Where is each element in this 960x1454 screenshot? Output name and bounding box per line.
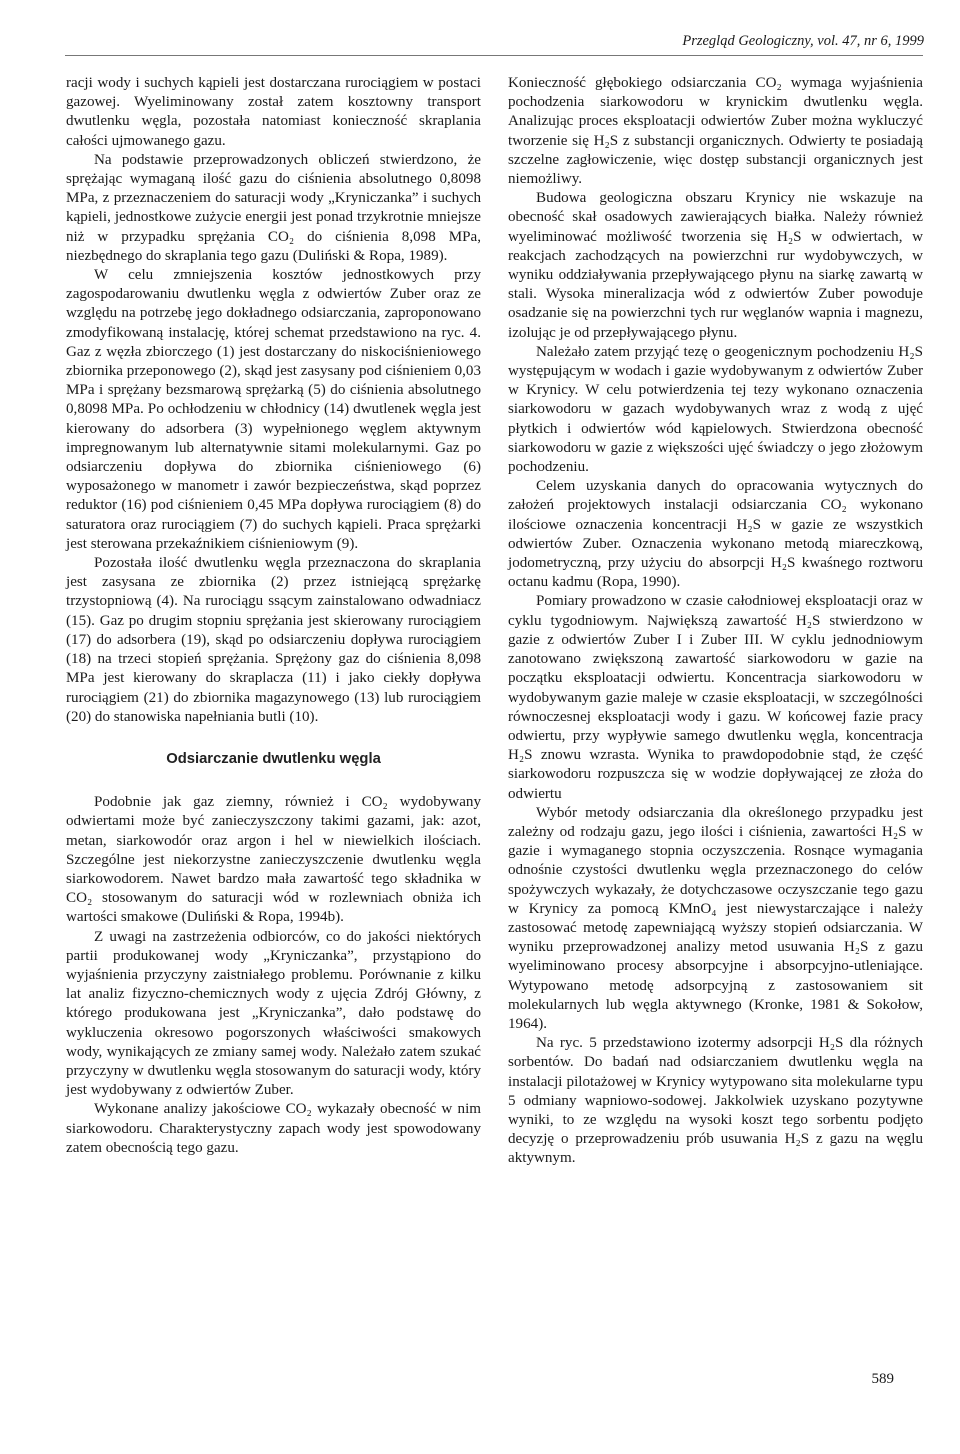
journal-header: Przegląd Geologiczny, vol. 47, nr 6, 1999	[682, 33, 924, 49]
paragraph: Podobnie jak gaz ziemny, również i CO₂ wydobywany odwiertami może być zanieczyszczony takimi gazami, jak: azot, metan, siarkowodór oraz argon i hel w niewielkich ilościach. Szczególne jest niekorzystne zanieczyszczenie dwutlenku węgla siarkowodorem. Nawet bardzo mała zawartość tego składnika w CO₂ stosowanym do saturacji wód w rozlewniach obniża ich wartości smakowe (Duliński & Ropa, 1994b).	[66, 794, 481, 926]
left-column	[66, 74, 481, 1158]
paragraph: Należało zatem przyjąć tezę o geogenicznym pochodzeniu H₂S występującym w wodach i gazie wydobywanym z odwiertów Zuber w Krynicy. W celu potwierdzenia tej tezy wykonano oznaczenia siarkowodoru w gazach wydobywanych wraz z wodą z ujęć płytkich i odwiertów wód kąpielowych. Stwierdzona obecność siarkowodoru w gazie z większości ujęć świadczy o jego złożowym pochodzeniu.	[508, 343, 923, 476]
paragraph: Celem uzyskania danych do opracowania wytycznych do założeń projektowych instalacji odsiarczania CO₂ wykonano ilościowe oznaczenia koncentracji H₂S w gazie ze wszystkich odwiertów Zuber. Oznaczenia wykonano metodą miareczkową, jodometryczną, przy użyciu do absorpcji H₂S kwaśnego roztworu octanu kadmu (Ropa, 1990).	[508, 478, 923, 591]
paragraph: Budowa geologiczna obszaru Krynicy nie wskazuje na obecność skał osadowych zawierających białka. Należy również wyeliminować możliwość tworzenia się H₂S w odwiertach, w reakcjach zachodzących na powierzchni rur wydobywczych, w wyniku oddziaływania przepływającego płynu na siarkę zawartą w stali. Wysoka mineralizacja wód z odwiertów Zuber powoduje osadzanie się na powierzchni tych rur węglanów wapnia i magnezu, izolując je od przepływającego płynu.	[508, 190, 923, 341]
paragraph: Wykonane analizy jakościowe CO₂ wykazały obecność w nim siarkowodoru. Charakterystyczny zapach wody jest spowodowany zatem obecnością tego gazu.	[66, 1101, 481, 1156]
paragraph: W celu zmniejszenia kosztów jednostkowych przy zagospodarowaniu dwutlenku węgla z odwiertów Zuber oraz ze względu na potrzebę jego dokładnego odsiarczania, zaproponowano zmodyfikowaną instalację, której schemat przedstawiono na ryc. 4. Gaz z węzła zbiorczego (1) jest dostarczany do niskociśnieniowego zbiornika przeponowego (2), skąd jest zasysany pod ciśnieniem 0,03 MPa i sprężany bezsmarową sprężarką (5) do ciśnienia absolutnego 0,8098 MPa. Po ochłodzeniu w chłodnicy (14) dwutlenek węgla jest kierowany do adsorbera (3) wypełnionego węglem aktywnym impregnowanym lub alternatywnie sitami molekularnymi. Gaz po odsiarczeniu dopływa do zbiornika ciśnieniowego (6) wyposażonego w manometr i zawór bezpieczeństwa, skąd poprzez reduktor (16) pod ciśnieniem 0,45 MPa dopływa rurociągiem (8) do saturatora oraz rurociągiem (7) do suchych kąpieli. Praca sprężarki jest sterowana przekaźnikiem ciśnieniowym (9).	[66, 267, 481, 552]
section-heading: Odsiarczanie dwutlenku węgla	[166, 750, 381, 767]
paragraph: racji wody i suchych kąpieli jest dostarczana rurociągiem w postaci gazowej. Wyeliminowany został zatem kosztowny transport dwutlenku węgla, pozostała natomiast konieczność skraplania całości ujmowanego gazu.	[66, 75, 481, 149]
paragraph: Konieczność głębokiego odsiarczania CO₂ wymaga wyjaśnienia pochodzenia siarkowodoru w krynickim dwutlenku węgla. Analizując proces eksploatacji odwiertów Zuber można wykluczyć tworzenie się H₂S z substancji organicznych. Odwierty te posiadają szczelne zagłowiczenie, więc dostęp substancji organicznych jest niemożliwy.	[508, 75, 923, 188]
paragraph: Na ryc. 5 przedstawiono izotermy adsorpcji H₂S dla różnych sorbentów. Do badań nad odsiarczaniem dwutlenku węgla na instalacji pilotażowej w Krynicy wytypowano sita molekularne typu 5 odmiany wapniowo-sodowej. Jakkolwiek uzyskano pozytywne wyniki, to ze względu na wysoki koszt tego sorbentu podjęto decyzję o przeprowadzeniu prób usuwania H₂S z gazu na węglu aktywnym.	[508, 1035, 923, 1167]
paragraph: Na podstawie przeprowadzonych obliczeń stwierdzono, że sprężając wymaganą ilość gazu do ciśnienia absolutnego 0,8098 MPa, z przeznaczeniem do saturacji wody „Kryniczanka” i suchych kąpieli, jednostkowe zużycie energii jest ponad trzykrotnie mniejsze niż w przypadku sprężania CO₂ do ciśnienia 8,098 MPa, niezbędnego do skraplania tego gazu (Duliński & Ropa, 1989).	[66, 151, 481, 264]
paragraph: Pozostała ilość dwutlenku węgla przeznaczona do skraplania jest zasysana ze zbiornika (2) przez istniejącą sprężarkę trzystopniową (4). Na rurociągu ssącym zainstalowano odwadniacz (15). Gaz po drugim stopniu sprężania jest skierowany rurociągiem (17) do adsorbera (19), skąd po odsiarczeniu dopływa rurociągiem (18) na trzeci stopień sprężania. Sprężony gaz do ciśnienia 8,098 MPa jest kierowany do skraplacza (11) i jako ciekły dopływa rurociągiem (21) do zbiornika magazynowego (13) lub rurociągiem (20) do stanowiska napełniania butli (10).	[66, 555, 481, 725]
paragraph: Wybór metody odsiarczania dla określonego przypadku jest zależny od rodzaju gazu, jego ilości i ciśnienia, zawartości H₂S w gazie i wymaganego stopnia oczyszczenia. Rosnące wymagania odnośnie czystości dwutlenku węgla przeznaczonego do celów spożywczych wykazały, że dotychczasowe oczyszczanie tego gazu w Krynicy za pomocą KMnO₄ jest niewystarczające i należy zastosować metodę zapewniającą wyższy stopień odsiarczania. W wyniku przeprowadzonej analizy metod usuwania H₂S z gazu wyeliminowano procesy absorpcyjne i absorpcyjno-utleniające. Wytypowano metodę adsorpcyjną z zastosowaniem sit molekularnych lub węgla aktywnego (Kronke, 1981 & Sokołow, 1964).	[508, 804, 923, 1032]
page-number: 589	[871, 1371, 894, 1387]
paragraph: Z uwagi na zastrzeżenia odbiorców, co do jakości niektórych partii produkowanej wody „Kryniczanka”, przystąpiono do wyjaśnienia przyczyny zaistniałego problemu. Porównanie z kilku lat analiz fizyczno-chemicznych wody z ujęcia Zdrój Główny, z którego produkowana jest „Kryniczanka”, dało podstawę do wykluczenia okresowo pogorszonych właściwości smakowych wody, wynikających ze zmiany samej wody. Należało zatem szukać przyczyny w dwutlenku węgla stosowanym do saturacji wody, który jest wydobywany z odwiertów Zuber.	[66, 928, 481, 1099]
header-divider	[65, 55, 923, 56]
right-column	[508, 74, 923, 1169]
paragraph: Pomiary prowadzono w czasie całodniowej eksploatacji oraz w cyklu tygodniowym. Największą zawartość H₂S stwierdzono w gazie z odwiertów Zuber I i Zuber III. W cyklu jednodniowym zanotowano zwiększoną zawartość siarkowodoru w gazie na początku eksploatacji odwiertu. Koncentracja siarkowodoru w wydobywanym gazie maleje w czasie eksploatacji, w szczególności równoczesnej eksploatacji wody i gazu. W końcowej fazie pracy odwiertu, przy wypływie samego dwutlenku węgla, koncentracja H₂S znowu wzrasta. Wynika to prawdopodobnie stąd, że część siarkowodoru rozpuszcza się w wodzie dopływającej ze złoża do odwiertu	[508, 593, 923, 802]
